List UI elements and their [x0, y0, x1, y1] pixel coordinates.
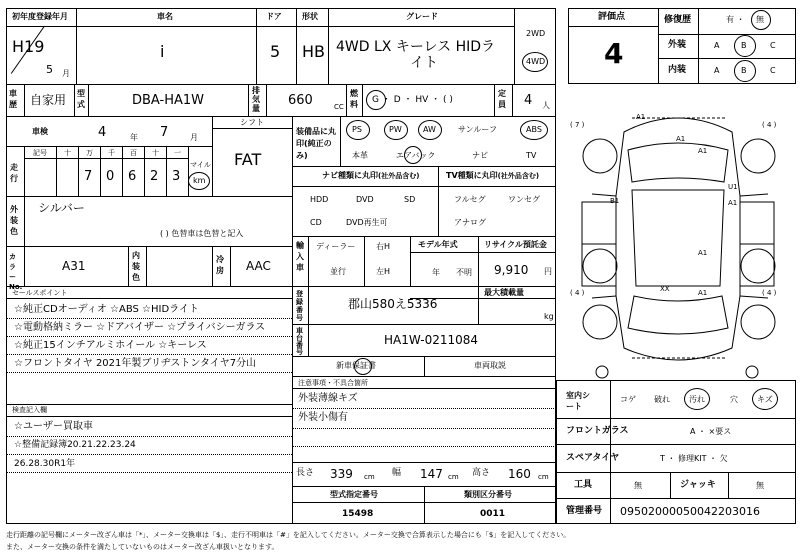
doors-label: ドア [266, 12, 282, 21]
inspection-label: 車検 [32, 127, 48, 136]
sales-line-2: ☆電動格納ミラー ☆ドアバイザー ☆プライバシーガラス [14, 322, 266, 333]
length-label: 長さ [296, 468, 315, 478]
mileage-label: 走行 [10, 163, 18, 183]
height-unit: cm [538, 473, 549, 481]
recycle-value: 9,910 [494, 263, 529, 277]
diagram-mark-3: A1 [698, 147, 708, 155]
tools-label: 工具 [574, 480, 593, 490]
spare-value: T ・ 修理KIT ・ 欠 [660, 454, 728, 463]
nav-cd: CD [310, 218, 322, 227]
mileage-hdr-2: 万 [86, 149, 93, 157]
exterior-a: A [714, 41, 720, 50]
score-value: 4 [604, 37, 624, 70]
chassis-label: 車台番号 [296, 327, 303, 356]
import-label: 輸入車 [296, 241, 304, 272]
registration-label: 登録番号 [296, 290, 303, 322]
mileage-digit-3: 6 [128, 169, 137, 184]
grade-label: グレード [406, 12, 438, 21]
class-no-label: 類別区分番号 [464, 490, 512, 499]
km-label: km [193, 176, 206, 185]
recycle-unit: 円 [544, 267, 552, 276]
capacity-value: 4 [524, 93, 533, 108]
equip-navi: ナビ [472, 151, 488, 160]
color-label: 外装色 [10, 205, 18, 236]
sheet-koge: コゲ [620, 395, 636, 404]
grade-value-2: イト [410, 55, 438, 71]
tv-label: TV種類に丸印(社外品含む) [446, 171, 540, 180]
import-left-h: 左H [376, 267, 391, 276]
height-label: 高さ [472, 468, 491, 478]
mileage-hdr-5: 十 [152, 149, 159, 157]
length-value: 339 [330, 467, 353, 481]
mileage-digit-5: 3 [172, 169, 181, 184]
drive-2wd: 2WD [526, 29, 546, 38]
width-value: 147 [420, 467, 443, 481]
model-label: 型式 [77, 89, 85, 109]
nav-sd: SD [404, 195, 416, 204]
manual2-label: 車両取説 [474, 361, 506, 370]
shift-value: FAT [234, 150, 262, 169]
length-unit: cm [364, 473, 375, 481]
width-unit: cm [448, 473, 459, 481]
repair-label: 修復歴 [664, 15, 692, 25]
diagram-mark-1: A1 [636, 113, 646, 121]
inspector-line-3: 26.28.30R1年 [14, 459, 76, 469]
import-parallel: 並行 [330, 267, 346, 276]
usage-label: 車歴 [9, 89, 17, 109]
corner-tr: ( 4 ) [762, 121, 777, 129]
sheet-ana: 穴 [730, 395, 738, 404]
equip-tv: TV [526, 151, 537, 160]
inspection-month: 7 [160, 125, 169, 140]
drive-4wd: 4WD [526, 57, 546, 66]
diagram-mark-8: XX [660, 285, 670, 293]
control-label: 管理番号 [566, 506, 603, 516]
spare-label: スペアタイヤ [566, 453, 620, 463]
sheet-yogore: 汚れ [689, 395, 705, 404]
sales-line-1: ☆純正CDオーディオ ☆ABS ☆HIDライト [14, 304, 199, 315]
equipment-label: 装備品に丸印(純正のみ) [296, 127, 336, 160]
sales-line-3: ☆純正15インチアルミホイール ☆キーレス [14, 340, 207, 351]
color-value: シルバー [38, 201, 85, 215]
interior-b: B [741, 66, 747, 75]
footer-line-2: また、メーター交換の条件を満たしていないものはメーター改ざん車扱いとなります。 [6, 543, 279, 551]
capacity-label: 定員 [498, 89, 506, 109]
interior-color-label: 内装色 [132, 251, 140, 282]
diagram-mark-5: B1 [610, 197, 620, 205]
car-name-value: i [160, 42, 165, 61]
color-code-value: A31 [62, 259, 86, 273]
month-unit: 月 [62, 69, 70, 78]
type-no-value: 15498 [342, 509, 374, 519]
repair-yes: 有 ・ [726, 15, 745, 24]
interior-label: 内装 [668, 65, 687, 75]
equip-airbag: エアバック [396, 151, 436, 160]
mileage-hdr-3: 千 [108, 149, 115, 157]
exterior-b: B [741, 41, 747, 50]
color-note: ( ) 色替車は色替と記入 [160, 229, 244, 238]
windshield-label: フロントガラス [566, 426, 629, 436]
mileage-digit-4: 2 [150, 169, 159, 184]
fuel-options: G ・ D ・ HV ・ ( ) [372, 95, 453, 105]
sheet-kizu: キズ [757, 395, 773, 404]
corner-bl: ( 4 ) [570, 289, 585, 297]
nav-hdd: HDD [310, 195, 329, 204]
tv-analog: アナログ [454, 218, 486, 227]
shape-label: 形状 [302, 12, 318, 21]
month-value: 5 [46, 63, 53, 76]
equip-sunroof: サンルーフ [458, 125, 497, 134]
manual-label: 新車保証書 [336, 361, 376, 370]
interior-sheet-label: 室内シート [566, 391, 590, 411]
mile-label: マイル [190, 161, 211, 169]
equip-ps: PS [352, 125, 362, 134]
corner-br: ( 4 ) [762, 289, 777, 297]
corner-tl: ( 7 ) [570, 121, 585, 129]
diagram-mark-6: A1 [728, 199, 738, 207]
inspection-month-unit: 月 [190, 133, 198, 142]
model-value: DBA-HA1W [132, 93, 205, 108]
load-label: 最大積載量 [484, 288, 524, 297]
mileage-hdr-4: 百 [130, 149, 137, 157]
ac-label: 冷房 [216, 255, 224, 275]
displacement-label: 排気量 [252, 86, 260, 113]
import-dealer: ディーラー [316, 242, 356, 251]
notes-line-2: 外装小傷有 [298, 412, 348, 423]
mileage-hdr-1: 十 [64, 149, 71, 157]
equip-aw: AW [423, 125, 436, 134]
inspector-line-2: ☆整備記録簿20.21.22.23.24 [14, 440, 136, 450]
type-no-label: 型式指定番号 [330, 490, 378, 499]
nav-label: ナビ種類に丸印(社外品含む) [322, 171, 420, 180]
notes-line-1: 外装薄線キズ [298, 393, 358, 404]
ac-value: AAC [246, 259, 271, 273]
model-year-unit: 年 [432, 268, 440, 277]
shape-value: HB [302, 42, 326, 61]
inspection-year-unit: 年 [130, 133, 138, 142]
capacity-unit: 人 [542, 101, 550, 110]
model-year-label: モデル年式 [418, 240, 458, 249]
score-label: 評価点 [598, 12, 626, 22]
control-value: 09502000050042203016 [620, 505, 760, 518]
inspector-label: 検査記入欄 [12, 406, 47, 414]
mileage-digit-2: 0 [106, 169, 115, 184]
interior-c: C [770, 66, 776, 75]
shift-label: シフト [240, 118, 264, 127]
equip-leather: 本革 [352, 151, 368, 160]
fuel-label: 燃料 [350, 89, 358, 109]
usage-value: 自家用 [30, 93, 67, 107]
displacement-value: 660 [288, 93, 313, 108]
recycle-label: リサイクル預託金 [484, 240, 547, 249]
jack-value: 無 [756, 481, 764, 490]
diagram-mark-9: A1 [698, 289, 708, 297]
sheet-yabure: 破れ [654, 395, 670, 404]
sales-points-label: セールスポイント [12, 289, 68, 297]
class-no-value: 0011 [480, 509, 506, 519]
nav-dvd-play: DVD再生可 [346, 218, 388, 227]
interior-a: A [714, 66, 720, 75]
model-year-value: 不明 [456, 268, 472, 277]
equip-pw: PW [389, 125, 402, 134]
width-label: 幅 [392, 468, 402, 478]
tools-value: 無 [634, 481, 642, 490]
exterior-label: 外装 [668, 40, 687, 50]
mileage-hdr-0: 記号 [33, 149, 47, 157]
mileage-digit-1: 7 [84, 169, 93, 184]
tv-oneseg: ワンセグ [508, 195, 540, 204]
color-code-label: カラーNo. [9, 253, 23, 291]
inspector-line-1: ☆ユーザー買取車 [14, 421, 93, 432]
displacement-unit: CC [334, 103, 344, 111]
exterior-c: C [770, 41, 776, 50]
registration-value: 郡山580え5336 [348, 297, 438, 311]
repair-no: 無 [756, 15, 764, 24]
sales-line-4: ☆フロントタイヤ 2021年製ブリヂストンタイヤ7分山 [14, 358, 257, 369]
jack-label: ジャッキ [680, 480, 716, 490]
windshield-value: A ・ ×要ス [690, 427, 732, 436]
tv-fullseg: フルセグ [454, 195, 486, 204]
doors-value: 5 [270, 42, 281, 61]
mileage-hdr-6: 一 [174, 149, 181, 157]
diagram-mark-7: A1 [698, 249, 708, 257]
year-label: 初年度登録年月 [12, 12, 68, 21]
footer-line-1: 走行距離の記号欄にメーター改ざん車は「*」、メーター交換車は「$」、走行不明車は「#」を記入してください。メーター交換で合算表示した場合にも「$」を記入してください。 [6, 531, 571, 539]
diagram-mark-2: A1 [676, 135, 686, 143]
diagram-mark-4: U1 [728, 183, 738, 191]
import-right-h: 右H [376, 242, 391, 251]
nav-dvd: DVD [356, 195, 374, 204]
height-value: 160 [508, 467, 531, 481]
notes-label: 注意事項・不具合箇所 [298, 379, 368, 387]
inspection-year: 4 [98, 125, 107, 140]
load-unit: kg [544, 312, 554, 321]
car-name-label: 車名 [157, 12, 173, 21]
year-value: H19 [12, 37, 45, 56]
chassis-value: HA1W-0211084 [384, 333, 479, 347]
equip-abs: ABS [526, 125, 542, 134]
grade-value-1: 4WD LX キーレス HIDラ [336, 39, 496, 55]
